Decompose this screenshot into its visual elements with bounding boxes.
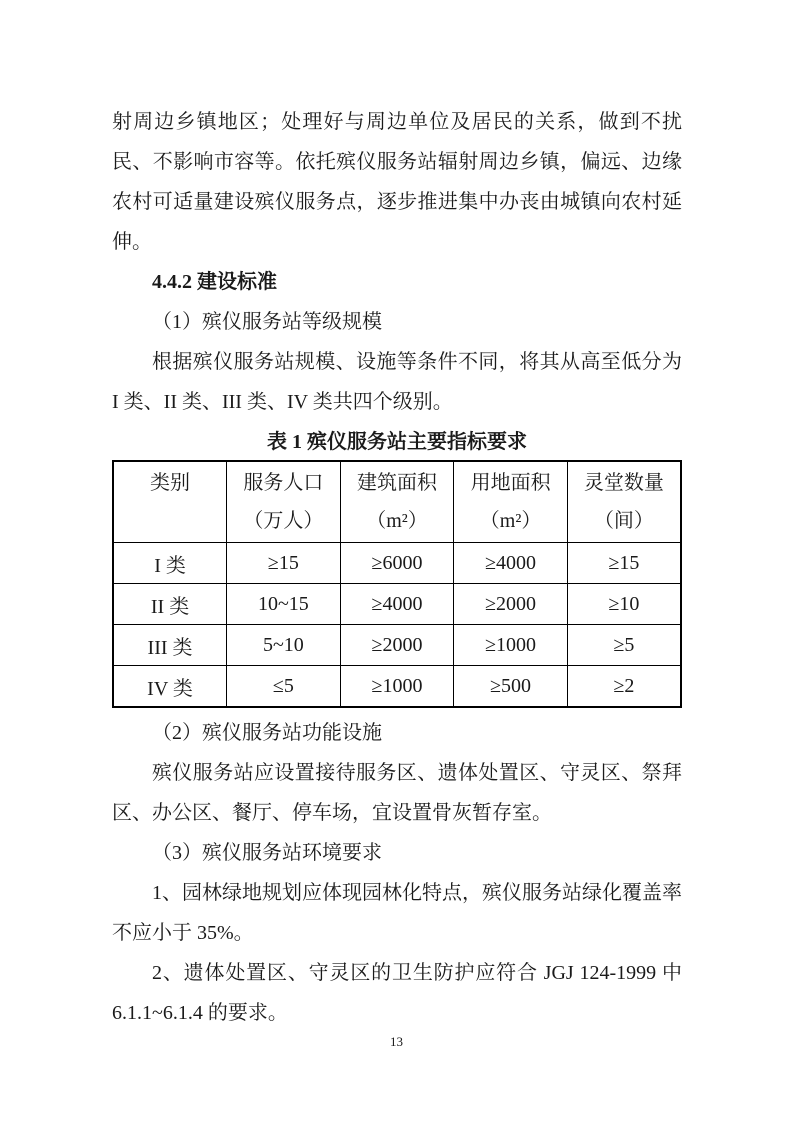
cell-class: IV 类 [113, 666, 227, 708]
cell-halls: ≥10 [567, 584, 681, 625]
cell-land-area: ≥500 [454, 666, 568, 708]
col-header-category: 类别 [113, 461, 227, 543]
cell-population: 10~15 [227, 584, 341, 625]
item-3-title: （3）殡仪服务站环境要求 [152, 842, 382, 864]
col-header-building-area: 建筑面积 （m²） [340, 461, 454, 543]
paragraph-continuation: 射周边乡镇地区；处理好与周边单位及居民的关系，做到不扰民、不影响市容等。依托殡仪服务站辐射周边乡镇，偏远、边缘农村可适量建设殡仪服务点，逐步推进集中办丧由城镇向农村延伸。 [112, 111, 682, 253]
col-header-land-area: 用地面积 （m²） [454, 461, 568, 543]
cell-halls: ≥15 [567, 543, 681, 584]
cell-population: ≥15 [227, 543, 341, 584]
cell-class: I 类 [113, 543, 227, 584]
spec-table-body [113, 543, 681, 708]
cell-building-area: ≥2000 [340, 625, 454, 666]
table-row [113, 543, 681, 584]
paragraph-facilities: 殡仪服务站应设置接待服务区、遗体处置区、守灵区、祭拜区、办公区、餐厅、停车场，宜设置骨灰暂存室。 [112, 762, 682, 824]
col-header-population: 服务人口 （万人） [227, 461, 341, 543]
cell-halls: ≥2 [567, 666, 681, 708]
paragraph-grading: 根据殡仪服务站规模、设施等条件不同，将其从高至低分为 I 类、II 类、III 类、IV 类共四个级别。 [112, 351, 682, 413]
section-heading-4-4-2: 4.4.2 建设标准 [152, 271, 277, 293]
table-row [113, 584, 681, 625]
table-row [113, 666, 681, 708]
cell-building-area: ≥4000 [340, 584, 454, 625]
cell-building-area: ≥6000 [340, 543, 454, 584]
item-1-title: （1）殡仪服务站等级规模 [152, 311, 382, 333]
spec-table [112, 460, 682, 708]
cell-land-area: ≥1000 [454, 625, 568, 666]
cell-land-area: ≥4000 [454, 543, 568, 584]
cell-land-area: ≥2000 [454, 584, 568, 625]
col-header-halls: 灵堂数量 （间） [567, 461, 681, 543]
item-2-title: （2）殡仪服务站功能设施 [152, 722, 382, 744]
table-row [113, 625, 681, 666]
spec-table-header [113, 461, 681, 543]
paragraph-environment-2: 2、遗体处置区、守灵区的卫生防护应符合 JGJ 124-1999 中 6.1.1~6.1.4 的要求。 [112, 962, 682, 1024]
cell-class: II 类 [113, 584, 227, 625]
page-number: 13 [390, 1034, 403, 1049]
document-body [112, 102, 682, 1033]
cell-population: ≤5 [227, 666, 341, 708]
cell-class: III 类 [113, 625, 227, 666]
cell-population: 5~10 [227, 625, 341, 666]
cell-building-area: ≥1000 [340, 666, 454, 708]
cell-halls: ≥5 [567, 625, 681, 666]
table-caption: 表 1 殡仪服务站主要指标要求 [267, 431, 527, 453]
paragraph-environment-1: 1、园林绿地规划应体现园林化特点，殡仪服务站绿化覆盖率不应小于 35%。 [112, 882, 682, 944]
